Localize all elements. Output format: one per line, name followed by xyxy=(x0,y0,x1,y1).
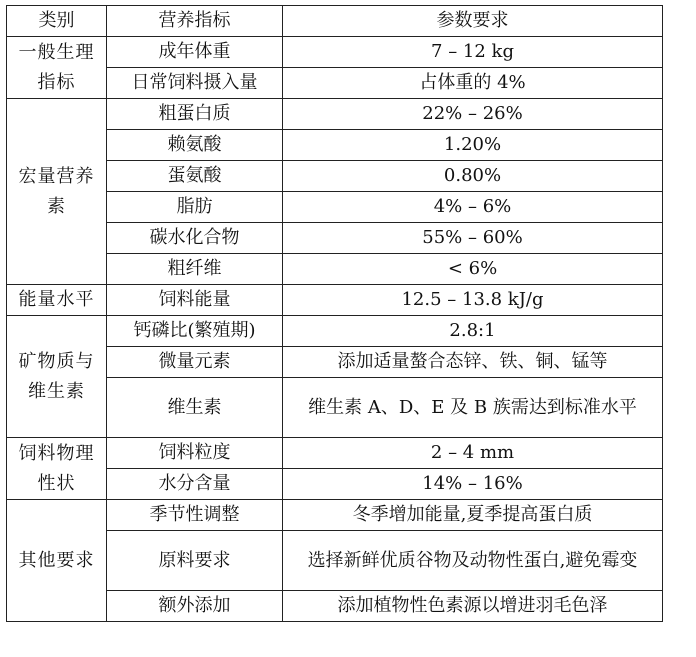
category-line: 矿物质与 xyxy=(18,350,95,372)
category-cell xyxy=(7,438,107,500)
requirement-cell: 2 – 4 mm xyxy=(283,438,663,469)
requirement-cell: 22% – 26% xyxy=(283,99,663,130)
indicator-cell: 维生素 xyxy=(107,378,283,438)
requirement-cell: 维生素 A、D、E 及 B 族需达到标准水平 xyxy=(283,378,663,438)
header-row xyxy=(7,6,663,37)
indicator-cell: 季节性调整 xyxy=(107,500,283,531)
header-indicator: 营养指标 xyxy=(107,6,283,37)
header-requirement: 参数要求 xyxy=(283,6,663,37)
requirement-cell: 添加植物性色素源以增进羽毛色泽 xyxy=(283,591,663,622)
indicator-cell: 赖氨酸 xyxy=(107,130,283,161)
category-line: 维生素 xyxy=(28,380,85,402)
indicator-cell: 碳水化合物 xyxy=(107,223,283,254)
requirement-cell: 7 – 12 kg xyxy=(283,37,663,68)
table-row xyxy=(7,37,663,68)
category-cell xyxy=(7,285,107,316)
nutrition-spec-table xyxy=(6,5,663,622)
category-line: 素 xyxy=(47,195,66,217)
table-row xyxy=(7,316,663,347)
indicator-cell: 额外添加 xyxy=(107,591,283,622)
requirement-cell: 12.5 – 13.8 kJ/g xyxy=(283,285,663,316)
requirement-cell: 1.20% xyxy=(283,130,663,161)
category-line: 指标 xyxy=(37,71,76,93)
indicator-cell: 水分含量 xyxy=(107,469,283,500)
table-row xyxy=(7,438,663,469)
requirement-cell: 0.80% xyxy=(283,161,663,192)
requirement-cell: 55% – 60% xyxy=(283,223,663,254)
category-line: 宏量营养 xyxy=(18,165,95,187)
indicator-cell: 微量元素 xyxy=(107,347,283,378)
category-cell xyxy=(7,316,107,438)
requirement-cell: 添加适量螯合态锌、铁、铜、锰等 xyxy=(283,347,663,378)
category-cell xyxy=(7,37,107,99)
indicator-cell: 饲料能量 xyxy=(107,285,283,316)
table-row xyxy=(7,99,663,130)
requirement-cell: 2.8:1 xyxy=(283,316,663,347)
indicator-cell: 脂肪 xyxy=(107,192,283,223)
category-cell xyxy=(7,99,107,285)
requirement-cell: 选择新鲜优质谷物及动物性蛋白,避免霉变 xyxy=(283,531,663,591)
requirement-cell: 4% – 6% xyxy=(283,192,663,223)
indicator-cell: 粗蛋白质 xyxy=(107,99,283,130)
indicator-cell: 饲料粒度 xyxy=(107,438,283,469)
category-cell xyxy=(7,500,107,622)
indicator-cell: 蛋氨酸 xyxy=(107,161,283,192)
indicator-cell: 钙磷比(繁殖期) xyxy=(107,316,283,347)
indicator-cell: 成年体重 xyxy=(107,37,283,68)
category-line: 一般生理 xyxy=(18,41,95,63)
table-row xyxy=(7,285,663,316)
requirement-cell: 14% – 16% xyxy=(283,469,663,500)
category-line: 其他要求 xyxy=(18,549,95,571)
category-line: 饲料物理 xyxy=(18,442,95,464)
requirement-cell: 冬季增加能量,夏季提高蛋白质 xyxy=(283,500,663,531)
indicator-cell: 原料要求 xyxy=(107,531,283,591)
header-category: 类别 xyxy=(7,6,107,37)
requirement-cell: < 6% xyxy=(283,254,663,285)
indicator-cell: 粗纤维 xyxy=(107,254,283,285)
category-line: 性状 xyxy=(37,472,76,494)
indicator-cell: 日常饲料摄入量 xyxy=(107,68,283,99)
category-line: 能量水平 xyxy=(18,289,95,310)
table-row xyxy=(7,500,663,531)
requirement-cell: 占体重的 4% xyxy=(283,68,663,99)
